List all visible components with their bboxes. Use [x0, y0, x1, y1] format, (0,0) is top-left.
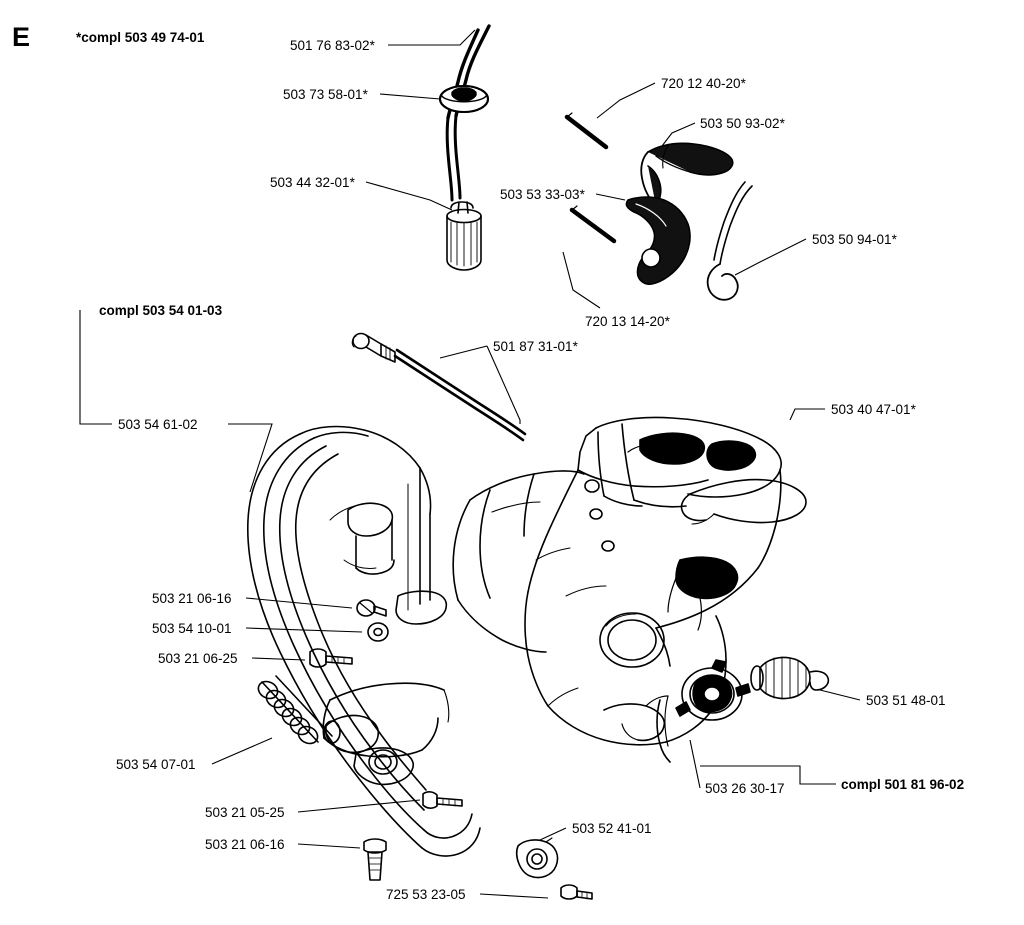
- fuel-hose-assembly: [440, 26, 489, 200]
- part-label-p-503-51-48-01: 503 51 48-01: [866, 693, 946, 708]
- part-label-p-503-44-32-01: 503 44 32-01*: [270, 175, 355, 190]
- part-label-p-503-21-06-25: 503 21 06-25: [158, 651, 238, 666]
- part-label-p-503-54-10-01: 503 54 10-01: [152, 621, 232, 636]
- part-label-p-720-12-40-20: 720 12 40-20*: [661, 76, 746, 91]
- chainsaw-body: [453, 417, 806, 744]
- part-label-p-503-54-61-02: 503 54 61-02: [118, 417, 198, 432]
- fuel-filter: [447, 202, 481, 270]
- part-label-compl-503-54-01-03: compl 503 54 01-03: [99, 303, 223, 318]
- part-label-p-501-76-83-02: 501 76 83-02*: [290, 38, 375, 53]
- throttle-trigger-assembly: [567, 113, 752, 300]
- part-label-p-503-73-58-01: 503 73 58-01*: [283, 87, 368, 102]
- part-label-p-725-53-23-05: 725 53 23-05: [386, 887, 466, 902]
- part-label-compl-503-49-74-01: *compl 503 49 74-01: [76, 30, 205, 45]
- part-label-p-503-54-07-01: 503 54 07-01: [116, 757, 196, 772]
- part-label-p-503-40-47-01: 503 40 47-01*: [831, 402, 916, 417]
- part-label-p-503-21-06-16b: 503 21 06-16: [205, 837, 285, 852]
- front-handle-bar: [248, 427, 480, 856]
- bottom-hardware: [517, 838, 592, 899]
- part-label-p-503-21-06-16a: 503 21 06-16: [152, 591, 232, 606]
- part-label-p-503-50-93-02: 503 50 93-02*: [700, 116, 785, 131]
- part-label-p-503-26-30-17: 503 26 30-17: [705, 781, 785, 796]
- part-label-p-501-87-31-01: 501 87 31-01*: [493, 339, 578, 354]
- right-hardware: [604, 657, 828, 762]
- part-label-section: E: [12, 22, 31, 52]
- part-label-p-503-53-33-03: 503 53 33-03*: [500, 187, 585, 202]
- part-label-p-503-50-94-01: 503 50 94-01*: [812, 232, 897, 247]
- part-label-p-503-21-05-25: 503 21 05-25: [205, 805, 285, 820]
- part-label-p-720-13-14-20: 720 13 14-20*: [585, 314, 670, 329]
- part-label-p-503-52-41-01: 503 52 41-01: [572, 821, 652, 836]
- part-label-compl-501-81-96-02: compl 501 81 96-02: [841, 777, 965, 792]
